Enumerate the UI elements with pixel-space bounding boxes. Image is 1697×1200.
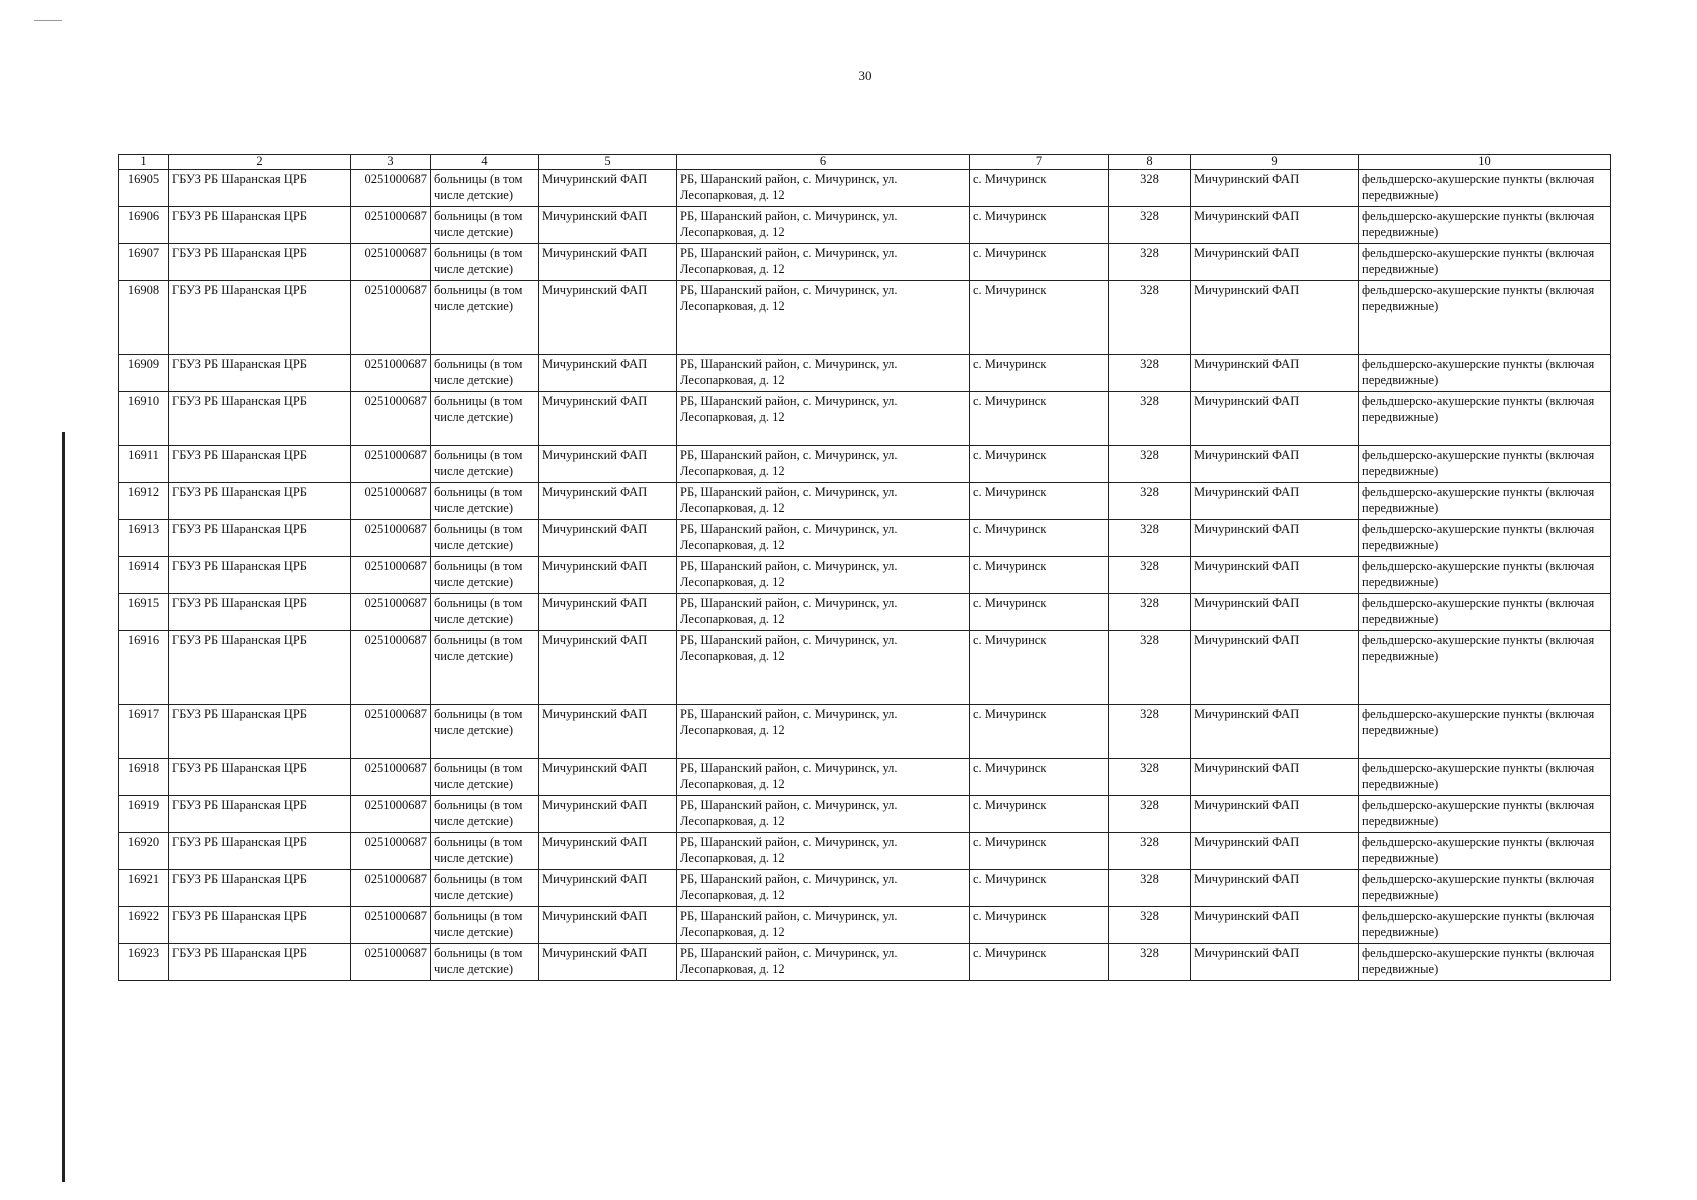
inn-cell: 0251000687 bbox=[351, 594, 431, 631]
facility-type-cell: больницы (в том числе детские) bbox=[431, 207, 539, 244]
row-number-cell: 16909 bbox=[119, 355, 169, 392]
category-cell: фельдшерско-акушерские пункты (включая передвижные) bbox=[1359, 520, 1611, 557]
registry-table bbox=[118, 154, 1611, 981]
table-row bbox=[119, 392, 1611, 446]
column-header: 2 bbox=[169, 155, 351, 170]
organization-cell: ГБУЗ РБ Шаранская ЦРБ bbox=[169, 170, 351, 207]
facility-type-cell: больницы (в том числе детские) bbox=[431, 483, 539, 520]
table-row bbox=[119, 446, 1611, 483]
locality-cell: с. Мичуринск bbox=[970, 870, 1109, 907]
inn-cell: 0251000687 bbox=[351, 355, 431, 392]
category-cell: фельдшерско-акушерские пункты (включая передвижные) bbox=[1359, 944, 1611, 981]
row-number-cell: 16913 bbox=[119, 520, 169, 557]
unit-cell: Мичуринский ФАП bbox=[539, 705, 677, 759]
code-cell: 328 bbox=[1109, 705, 1191, 759]
scan-edge-line bbox=[62, 432, 65, 1182]
table-row bbox=[119, 207, 1611, 244]
unit-cell: Мичуринский ФАП bbox=[539, 446, 677, 483]
table-row bbox=[119, 355, 1611, 392]
row-number-cell: 16911 bbox=[119, 446, 169, 483]
address-cell: РБ, Шаранский район, с. Мичуринск, ул. Лесопарковая, д. 12 bbox=[677, 520, 970, 557]
code-cell: 328 bbox=[1109, 557, 1191, 594]
unit-cell: Мичуринский ФАП bbox=[539, 207, 677, 244]
column-header: 4 bbox=[431, 155, 539, 170]
inn-cell: 0251000687 bbox=[351, 483, 431, 520]
facility-name-cell: Мичуринский ФАП bbox=[1191, 796, 1359, 833]
facility-name-cell: Мичуринский ФАП bbox=[1191, 355, 1359, 392]
address-cell: РБ, Шаранский район, с. Мичуринск, ул. Лесопарковая, д. 12 bbox=[677, 833, 970, 870]
unit-cell: Мичуринский ФАП bbox=[539, 170, 677, 207]
code-cell: 328 bbox=[1109, 244, 1191, 281]
facility-type-cell: больницы (в том числе детские) bbox=[431, 944, 539, 981]
category-cell: фельдшерско-акушерские пункты (включая передвижные) bbox=[1359, 281, 1611, 355]
facility-type-cell: больницы (в том числе детские) bbox=[431, 796, 539, 833]
locality-cell: с. Мичуринск bbox=[970, 557, 1109, 594]
row-number-cell: 16917 bbox=[119, 705, 169, 759]
locality-cell: с. Мичуринск bbox=[970, 520, 1109, 557]
code-cell: 328 bbox=[1109, 796, 1191, 833]
organization-cell: ГБУЗ РБ Шаранская ЦРБ bbox=[169, 833, 351, 870]
facility-name-cell: Мичуринский ФАП bbox=[1191, 759, 1359, 796]
inn-cell: 0251000687 bbox=[351, 244, 431, 281]
row-number-cell: 16923 bbox=[119, 944, 169, 981]
inn-cell: 0251000687 bbox=[351, 207, 431, 244]
column-header: 3 bbox=[351, 155, 431, 170]
facility-type-cell: больницы (в том числе детские) bbox=[431, 355, 539, 392]
table-row bbox=[119, 594, 1611, 631]
facility-type-cell: больницы (в том числе детские) bbox=[431, 557, 539, 594]
table-row bbox=[119, 557, 1611, 594]
organization-cell: ГБУЗ РБ Шаранская ЦРБ bbox=[169, 483, 351, 520]
address-cell: РБ, Шаранский район, с. Мичуринск, ул. Лесопарковая, д. 12 bbox=[677, 631, 970, 705]
unit-cell: Мичуринский ФАП bbox=[539, 631, 677, 705]
table-row bbox=[119, 631, 1611, 705]
locality-cell: с. Мичуринск bbox=[970, 907, 1109, 944]
code-cell: 328 bbox=[1109, 870, 1191, 907]
column-header: 7 bbox=[970, 155, 1109, 170]
unit-cell: Мичуринский ФАП bbox=[539, 355, 677, 392]
facility-name-cell: Мичуринский ФАП bbox=[1191, 631, 1359, 705]
unit-cell: Мичуринский ФАП bbox=[539, 557, 677, 594]
table-row bbox=[119, 759, 1611, 796]
unit-cell: Мичуринский ФАП bbox=[539, 483, 677, 520]
facility-name-cell: Мичуринский ФАП bbox=[1191, 281, 1359, 355]
facility-type-cell: больницы (в том числе детские) bbox=[431, 281, 539, 355]
table-row bbox=[119, 520, 1611, 557]
inn-cell: 0251000687 bbox=[351, 944, 431, 981]
facility-type-cell: больницы (в том числе детские) bbox=[431, 170, 539, 207]
facility-type-cell: больницы (в том числе детские) bbox=[431, 833, 539, 870]
table-row bbox=[119, 705, 1611, 759]
unit-cell: Мичуринский ФАП bbox=[539, 796, 677, 833]
address-cell: РБ, Шаранский район, с. Мичуринск, ул. Лесопарковая, д. 12 bbox=[677, 392, 970, 446]
facility-type-cell: больницы (в том числе детские) bbox=[431, 907, 539, 944]
code-cell: 328 bbox=[1109, 207, 1191, 244]
organization-cell: ГБУЗ РБ Шаранская ЦРБ bbox=[169, 870, 351, 907]
address-cell: РБ, Шаранский район, с. Мичуринск, ул. Лесопарковая, д. 12 bbox=[677, 944, 970, 981]
facility-type-cell: больницы (в том числе детские) bbox=[431, 520, 539, 557]
locality-cell: с. Мичуринск bbox=[970, 244, 1109, 281]
column-header: 5 bbox=[539, 155, 677, 170]
inn-cell: 0251000687 bbox=[351, 833, 431, 870]
facility-name-cell: Мичуринский ФАП bbox=[1191, 446, 1359, 483]
address-cell: РБ, Шаранский район, с. Мичуринск, ул. Лесопарковая, д. 12 bbox=[677, 759, 970, 796]
code-cell: 328 bbox=[1109, 281, 1191, 355]
category-cell: фельдшерско-акушерские пункты (включая передвижные) bbox=[1359, 870, 1611, 907]
organization-cell: ГБУЗ РБ Шаранская ЦРБ bbox=[169, 759, 351, 796]
row-number-cell: 16922 bbox=[119, 907, 169, 944]
locality-cell: с. Мичуринск bbox=[970, 355, 1109, 392]
inn-cell: 0251000687 bbox=[351, 446, 431, 483]
locality-cell: с. Мичуринск bbox=[970, 281, 1109, 355]
column-header: 10 bbox=[1359, 155, 1611, 170]
column-header: 8 bbox=[1109, 155, 1191, 170]
unit-cell: Мичуринский ФАП bbox=[539, 907, 677, 944]
inn-cell: 0251000687 bbox=[351, 705, 431, 759]
address-cell: РБ, Шаранский район, с. Мичуринск, ул. Лесопарковая, д. 12 bbox=[677, 907, 970, 944]
locality-cell: с. Мичуринск bbox=[970, 796, 1109, 833]
table-row bbox=[119, 907, 1611, 944]
address-cell: РБ, Шаранский район, с. Мичуринск, ул. Лесопарковая, д. 12 bbox=[677, 594, 970, 631]
category-cell: фельдшерско-акушерские пункты (включая передвижные) bbox=[1359, 759, 1611, 796]
facility-name-cell: Мичуринский ФАП bbox=[1191, 483, 1359, 520]
table-row bbox=[119, 944, 1611, 981]
category-cell: фельдшерско-акушерские пункты (включая передвижные) bbox=[1359, 392, 1611, 446]
code-cell: 328 bbox=[1109, 594, 1191, 631]
organization-cell: ГБУЗ РБ Шаранская ЦРБ bbox=[169, 907, 351, 944]
category-cell: фельдшерско-акушерские пункты (включая передвижные) bbox=[1359, 244, 1611, 281]
facility-name-cell: Мичуринский ФАП bbox=[1191, 705, 1359, 759]
category-cell: фельдшерско-акушерские пункты (включая передвижные) bbox=[1359, 796, 1611, 833]
unit-cell: Мичуринский ФАП bbox=[539, 281, 677, 355]
row-number-cell: 16916 bbox=[119, 631, 169, 705]
table-row bbox=[119, 281, 1611, 355]
organization-cell: ГБУЗ РБ Шаранская ЦРБ bbox=[169, 392, 351, 446]
facility-name-cell: Мичуринский ФАП bbox=[1191, 870, 1359, 907]
facility-type-cell: больницы (в том числе детские) bbox=[431, 705, 539, 759]
facility-type-cell: больницы (в том числе детские) bbox=[431, 244, 539, 281]
table-row bbox=[119, 870, 1611, 907]
locality-cell: с. Мичуринск bbox=[970, 631, 1109, 705]
organization-cell: ГБУЗ РБ Шаранская ЦРБ bbox=[169, 446, 351, 483]
code-cell: 328 bbox=[1109, 520, 1191, 557]
code-cell: 328 bbox=[1109, 170, 1191, 207]
facility-type-cell: больницы (в том числе детские) bbox=[431, 631, 539, 705]
header-row bbox=[119, 155, 1611, 170]
organization-cell: ГБУЗ РБ Шаранская ЦРБ bbox=[169, 594, 351, 631]
organization-cell: ГБУЗ РБ Шаранская ЦРБ bbox=[169, 520, 351, 557]
inn-cell: 0251000687 bbox=[351, 870, 431, 907]
locality-cell: с. Мичуринск bbox=[970, 446, 1109, 483]
facility-name-cell: Мичуринский ФАП bbox=[1191, 833, 1359, 870]
facility-name-cell: Мичуринский ФАП bbox=[1191, 907, 1359, 944]
inn-cell: 0251000687 bbox=[351, 907, 431, 944]
facility-type-cell: больницы (в том числе детские) bbox=[431, 759, 539, 796]
column-header: 1 bbox=[119, 155, 169, 170]
inn-cell: 0251000687 bbox=[351, 281, 431, 355]
facility-name-cell: Мичуринский ФАП bbox=[1191, 170, 1359, 207]
code-cell: 328 bbox=[1109, 833, 1191, 870]
row-number-cell: 16918 bbox=[119, 759, 169, 796]
organization-cell: ГБУЗ РБ Шаранская ЦРБ bbox=[169, 944, 351, 981]
category-cell: фельдшерско-акушерские пункты (включая передвижные) bbox=[1359, 631, 1611, 705]
locality-cell: с. Мичуринск bbox=[970, 483, 1109, 520]
locality-cell: с. Мичуринск bbox=[970, 759, 1109, 796]
page-number: 30 bbox=[858, 68, 872, 83]
address-cell: РБ, Шаранский район, с. Мичуринск, ул. Лесопарковая, д. 12 bbox=[677, 281, 970, 355]
inn-cell: 0251000687 bbox=[351, 392, 431, 446]
facility-name-cell: Мичуринский ФАП bbox=[1191, 520, 1359, 557]
address-cell: РБ, Шаранский район, с. Мичуринск, ул. Лесопарковая, д. 12 bbox=[677, 483, 970, 520]
unit-cell: Мичуринский ФАП bbox=[539, 759, 677, 796]
category-cell: фельдшерско-акушерские пункты (включая передвижные) bbox=[1359, 594, 1611, 631]
inn-cell: 0251000687 bbox=[351, 631, 431, 705]
locality-cell: с. Мичуринск bbox=[970, 833, 1109, 870]
row-number-cell: 16920 bbox=[119, 833, 169, 870]
unit-cell: Мичуринский ФАП bbox=[539, 833, 677, 870]
code-cell: 328 bbox=[1109, 483, 1191, 520]
address-cell: РБ, Шаранский район, с. Мичуринск, ул. Лесопарковая, д. 12 bbox=[677, 446, 970, 483]
facility-name-cell: Мичуринский ФАП bbox=[1191, 207, 1359, 244]
facility-name-cell: Мичуринский ФАП bbox=[1191, 557, 1359, 594]
category-cell: фельдшерско-акушерские пункты (включая передвижные) bbox=[1359, 907, 1611, 944]
organization-cell: ГБУЗ РБ Шаранская ЦРБ bbox=[169, 244, 351, 281]
table-body bbox=[119, 170, 1611, 981]
category-cell: фельдшерско-акушерские пункты (включая передвижные) bbox=[1359, 355, 1611, 392]
code-cell: 328 bbox=[1109, 759, 1191, 796]
row-number-cell: 16910 bbox=[119, 392, 169, 446]
code-cell: 328 bbox=[1109, 392, 1191, 446]
facility-name-cell: Мичуринский ФАП bbox=[1191, 244, 1359, 281]
category-cell: фельдшерско-акушерские пункты (включая передвижные) bbox=[1359, 833, 1611, 870]
locality-cell: с. Мичуринск bbox=[970, 944, 1109, 981]
category-cell: фельдшерско-акушерские пункты (включая передвижные) bbox=[1359, 170, 1611, 207]
unit-cell: Мичуринский ФАП bbox=[539, 392, 677, 446]
code-cell: 328 bbox=[1109, 631, 1191, 705]
address-cell: РБ, Шаранский район, с. Мичуринск, ул. Лесопарковая, д. 12 bbox=[677, 870, 970, 907]
code-cell: 328 bbox=[1109, 355, 1191, 392]
row-number-cell: 16905 bbox=[119, 170, 169, 207]
address-cell: РБ, Шаранский район, с. Мичуринск, ул. Лесопарковая, д. 12 bbox=[677, 705, 970, 759]
row-number-cell: 16906 bbox=[119, 207, 169, 244]
row-number-cell: 16907 bbox=[119, 244, 169, 281]
organization-cell: ГБУЗ РБ Шаранская ЦРБ bbox=[169, 705, 351, 759]
table-row bbox=[119, 170, 1611, 207]
unit-cell: Мичуринский ФАП bbox=[539, 520, 677, 557]
locality-cell: с. Мичуринск bbox=[970, 207, 1109, 244]
row-number-cell: 16921 bbox=[119, 870, 169, 907]
inn-cell: 0251000687 bbox=[351, 170, 431, 207]
category-cell: фельдшерско-акушерские пункты (включая передвижные) bbox=[1359, 705, 1611, 759]
table-row bbox=[119, 796, 1611, 833]
facility-type-cell: больницы (в том числе детские) bbox=[431, 446, 539, 483]
facility-name-cell: Мичуринский ФАП bbox=[1191, 944, 1359, 981]
code-cell: 328 bbox=[1109, 446, 1191, 483]
unit-cell: Мичуринский ФАП bbox=[539, 870, 677, 907]
row-number-cell: 16908 bbox=[119, 281, 169, 355]
address-cell: РБ, Шаранский район, с. Мичуринск, ул. Лесопарковая, д. 12 bbox=[677, 170, 970, 207]
inn-cell: 0251000687 bbox=[351, 759, 431, 796]
locality-cell: с. Мичуринск bbox=[970, 705, 1109, 759]
table-row bbox=[119, 833, 1611, 870]
unit-cell: Мичуринский ФАП bbox=[539, 944, 677, 981]
code-cell: 328 bbox=[1109, 907, 1191, 944]
unit-cell: Мичуринский ФАП bbox=[539, 244, 677, 281]
locality-cell: с. Мичуринск bbox=[970, 392, 1109, 446]
row-number-cell: 16915 bbox=[119, 594, 169, 631]
inn-cell: 0251000687 bbox=[351, 557, 431, 594]
organization-cell: ГБУЗ РБ Шаранская ЦРБ bbox=[169, 796, 351, 833]
code-cell: 328 bbox=[1109, 944, 1191, 981]
category-cell: фельдшерско-акушерские пункты (включая передвижные) bbox=[1359, 207, 1611, 244]
column-header: 9 bbox=[1191, 155, 1359, 170]
address-cell: РБ, Шаранский район, с. Мичуринск, ул. Лесопарковая, д. 12 bbox=[677, 244, 970, 281]
facility-type-cell: больницы (в том числе детские) bbox=[431, 392, 539, 446]
inn-cell: 0251000687 bbox=[351, 520, 431, 557]
organization-cell: ГБУЗ РБ Шаранская ЦРБ bbox=[169, 281, 351, 355]
table-row bbox=[119, 244, 1611, 281]
address-cell: РБ, Шаранский район, с. Мичуринск, ул. Лесопарковая, д. 12 bbox=[677, 557, 970, 594]
organization-cell: ГБУЗ РБ Шаранская ЦРБ bbox=[169, 355, 351, 392]
row-number-cell: 16919 bbox=[119, 796, 169, 833]
facility-name-cell: Мичуринский ФАП bbox=[1191, 392, 1359, 446]
column-header: 6 bbox=[677, 155, 970, 170]
address-cell: РБ, Шаранский район, с. Мичуринск, ул. Лесопарковая, д. 12 bbox=[677, 207, 970, 244]
locality-cell: с. Мичуринск bbox=[970, 594, 1109, 631]
facility-type-cell: больницы (в том числе детские) bbox=[431, 870, 539, 907]
table-row bbox=[119, 483, 1611, 520]
row-number-cell: 16914 bbox=[119, 557, 169, 594]
category-cell: фельдшерско-акушерские пункты (включая передвижные) bbox=[1359, 446, 1611, 483]
organization-cell: ГБУЗ РБ Шаранская ЦРБ bbox=[169, 557, 351, 594]
inn-cell: 0251000687 bbox=[351, 796, 431, 833]
facility-type-cell: больницы (в том числе детские) bbox=[431, 594, 539, 631]
organization-cell: ГБУЗ РБ Шаранская ЦРБ bbox=[169, 207, 351, 244]
scan-artifact bbox=[34, 20, 62, 21]
facility-name-cell: Мичуринский ФАП bbox=[1191, 594, 1359, 631]
locality-cell: с. Мичуринск bbox=[970, 170, 1109, 207]
organization-cell: ГБУЗ РБ Шаранская ЦРБ bbox=[169, 631, 351, 705]
address-cell: РБ, Шаранский район, с. Мичуринск, ул. Лесопарковая, д. 12 bbox=[677, 796, 970, 833]
category-cell: фельдшерско-акушерские пункты (включая передвижные) bbox=[1359, 483, 1611, 520]
unit-cell: Мичуринский ФАП bbox=[539, 594, 677, 631]
category-cell: фельдшерско-акушерские пункты (включая передвижные) bbox=[1359, 557, 1611, 594]
address-cell: РБ, Шаранский район, с. Мичуринск, ул. Лесопарковая, д. 12 bbox=[677, 355, 970, 392]
row-number-cell: 16912 bbox=[119, 483, 169, 520]
